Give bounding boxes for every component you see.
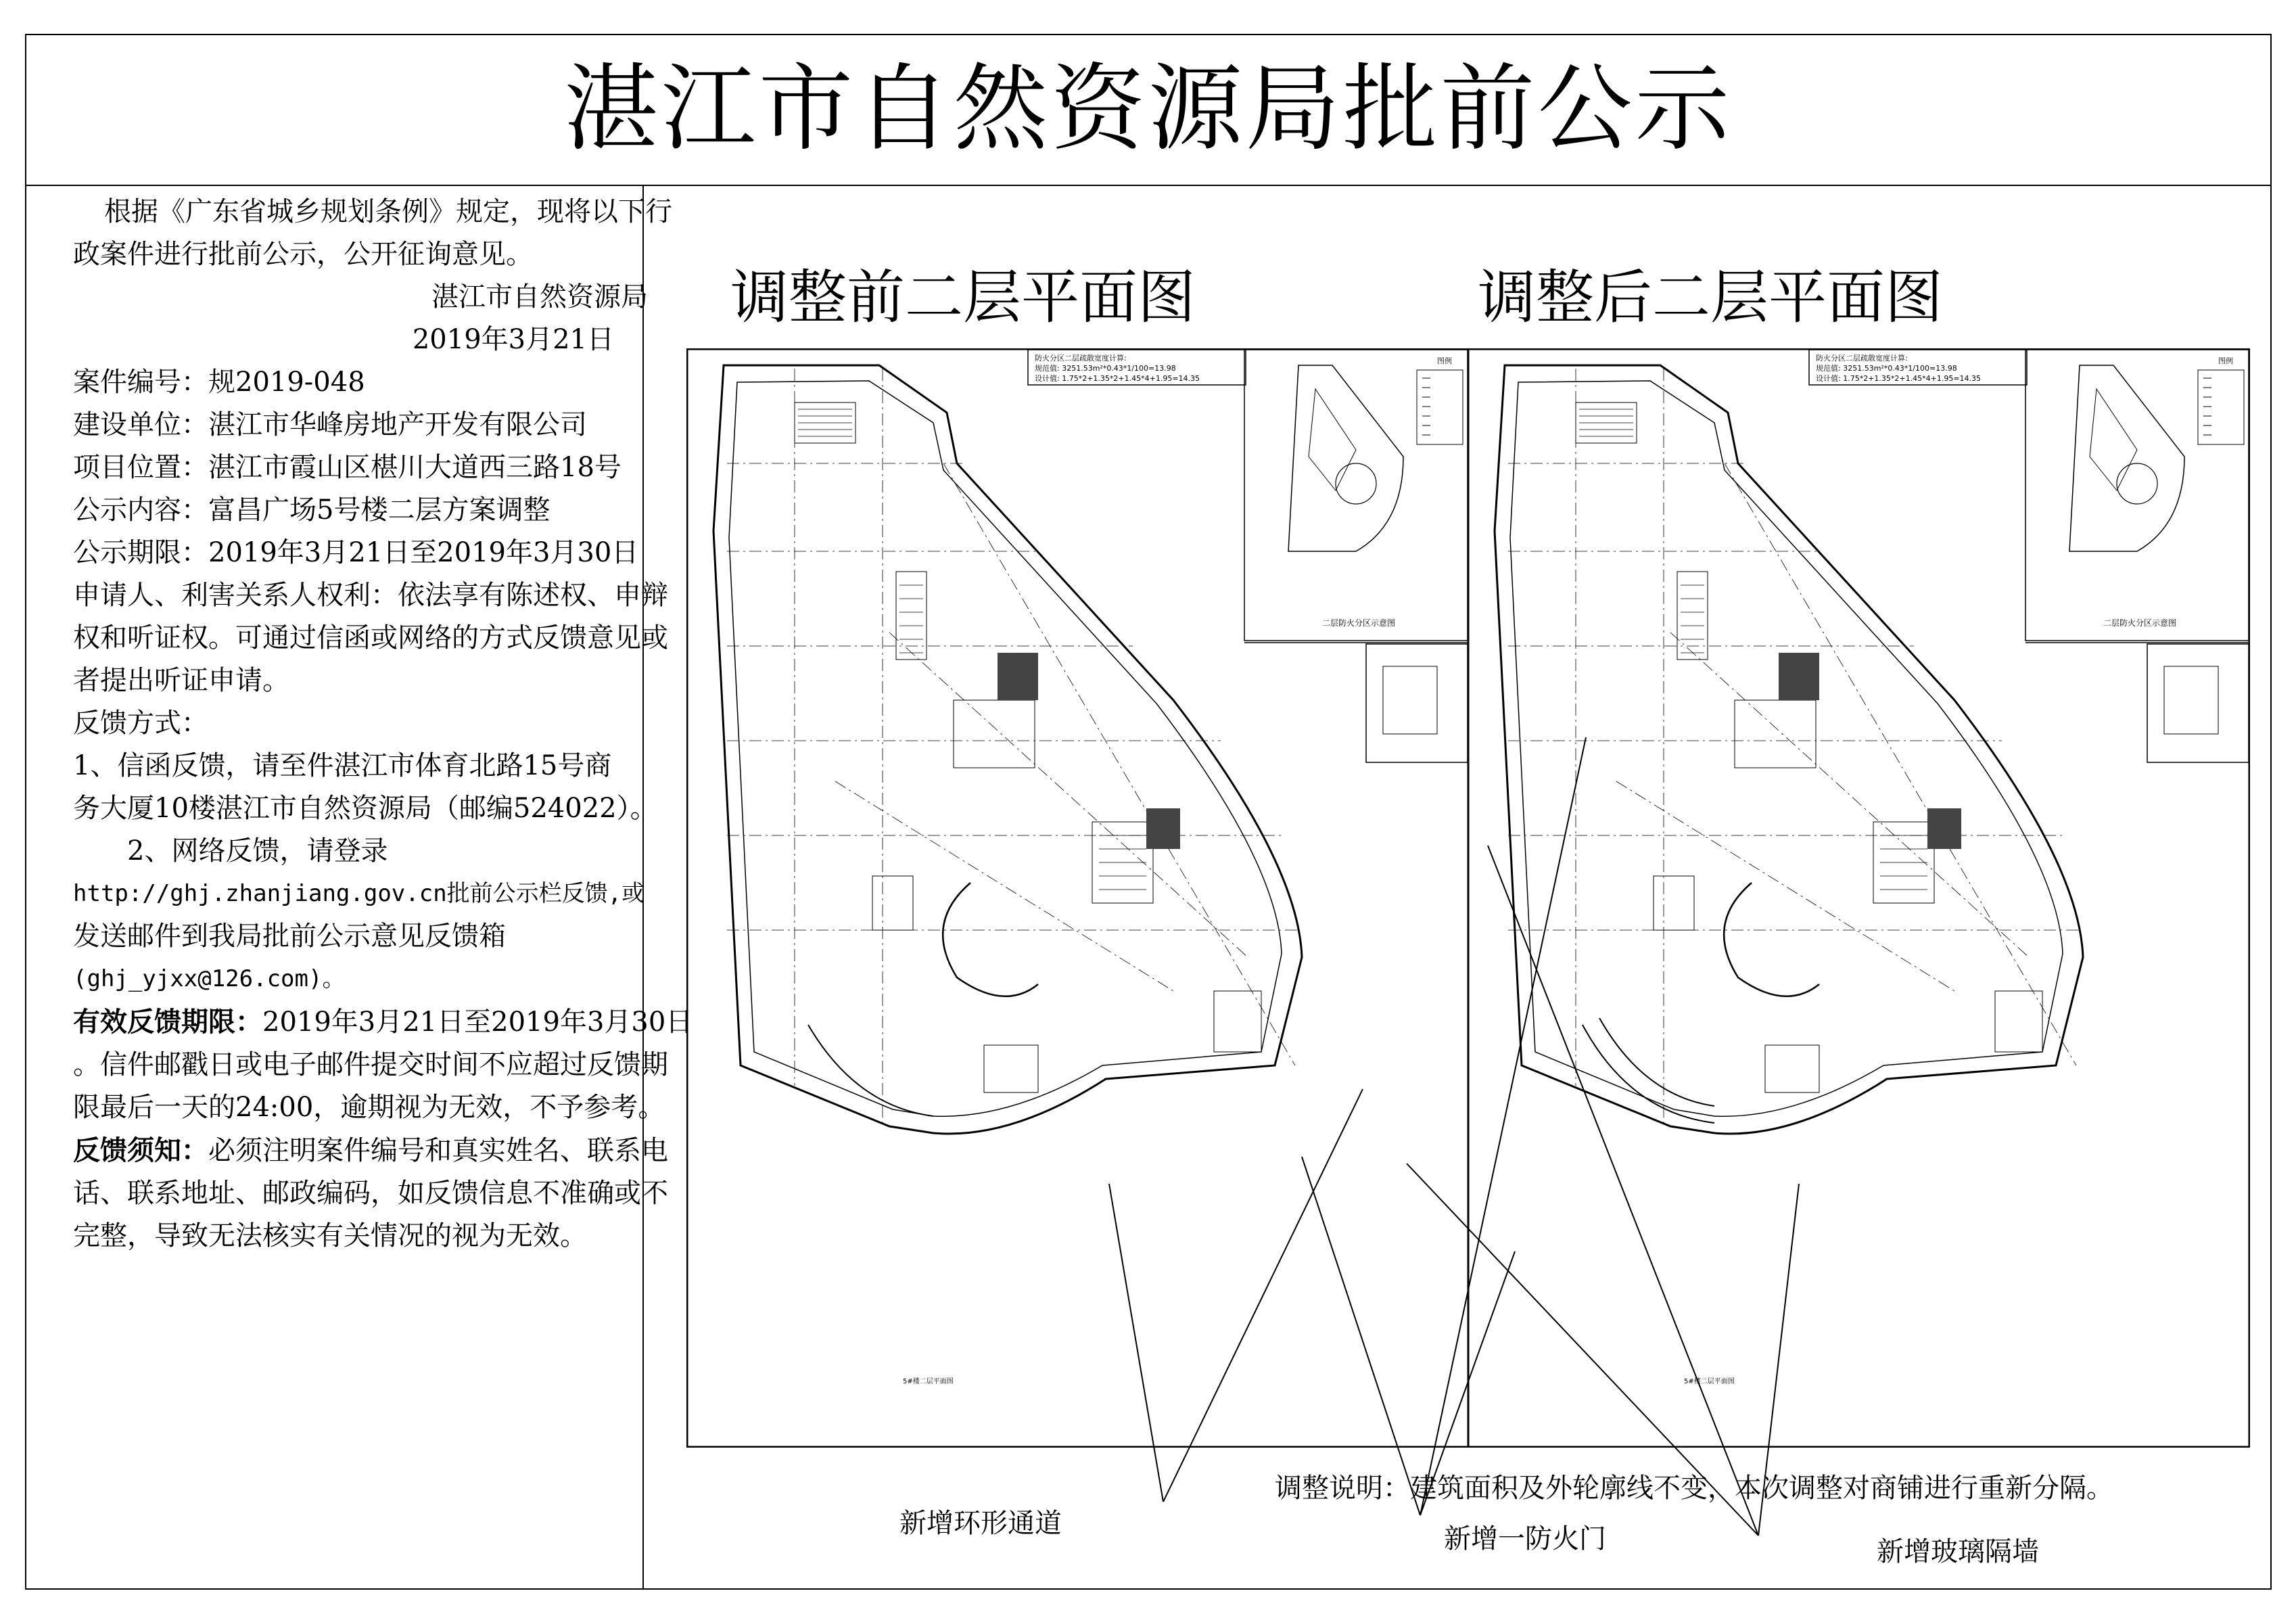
construction-unit-label: 建设单位： xyxy=(73,409,208,440)
callout-fire-door: 新增一防火门 xyxy=(1444,1523,1606,1555)
feedback-url-line[interactable]: http://ghj.zhanjiang.gov.cn批前公示栏反馈,或 xyxy=(73,880,645,907)
project-location-label: 项目位置： xyxy=(73,452,208,483)
page-title: 湛江市自然资源局批前公示 xyxy=(563,54,1733,164)
rights-line2: 权和听证权。可通过信函或网络的方式反馈意见或 xyxy=(73,622,668,653)
after-plan-title: 调整后二层平面图 xyxy=(1478,264,1943,331)
construction-unit: 湛江市华峰房地产开发有限公司 xyxy=(208,409,587,440)
project-location: 湛江市霞山区椹川大道西三路18号 xyxy=(208,452,622,483)
valid-line3: 限最后一天的24:00，逾期视为无效，不予参考。 xyxy=(73,1092,665,1123)
feedback-email[interactable]: (ghj_yjxx@126.com)。 xyxy=(73,965,346,992)
feedback-letter-line2: 务大厦10楼湛江市自然资源局（邮编524022）。 xyxy=(73,793,657,824)
callout-glass-wall: 新增玻璃隔墙 xyxy=(1877,1536,2039,1567)
valid-line2: 。信件邮戳日或电子邮件提交时间不应超过反馈期 xyxy=(73,1049,668,1080)
notice-intro-line1: 根据《广东省城乡规划条例》规定，现将以下行 xyxy=(104,196,672,227)
after-inset-caption: 二层防火分区示意图 xyxy=(2103,618,2177,628)
before-plan-caption: 5#楼二层平面图 xyxy=(903,1378,954,1385)
adjustment-explanation: 调整说明：建筑面积及外轮廓线不变，本次调整对商铺进行重新分隔。 xyxy=(1275,1473,2113,1504)
before-calc-title: 防火分区二层疏散宽度计算: xyxy=(1035,354,1127,363)
before-inset-caption: 二层防火分区示意图 xyxy=(1322,618,1396,628)
feedback-online-line1: 2、网络反馈，请登录 xyxy=(127,835,388,867)
notice-intro-line2: 政案件进行批前公示，公开征询意见。 xyxy=(73,239,533,270)
case-number-label: 案件编号： xyxy=(73,367,208,398)
valid-period: 2019年3月21日至2019年3月30日 xyxy=(262,1007,693,1038)
callout-ring-corridor: 新增环形通道 xyxy=(899,1508,1062,1539)
before-calc-line1: 规范值: 3251.53m²*0.43*1/100=13.98 xyxy=(1035,364,1176,373)
rights-line1: 申请人、利害关系人权利：依法享有陈述权、申辩 xyxy=(73,580,668,611)
after-calc-line2: 设计值: 1.75*2+1.35*2+1.45*4+1.95=14.35 xyxy=(1816,374,1982,383)
feedback-letter-line1: 1、信函反馈，请至件湛江市体育北路15号商 xyxy=(73,750,612,781)
case-number: 规2019-048 xyxy=(208,367,365,398)
notice-date: 2019年3月21日 xyxy=(412,324,614,355)
rights-line3: 者提出听证申请。 xyxy=(73,665,289,696)
notice-issuer: 湛江市自然资源局 xyxy=(431,281,648,313)
must-note-label: 反馈须知： xyxy=(73,1134,208,1166)
after-plan-caption: 5#楼二层平面图 xyxy=(1684,1378,1735,1385)
notice-period-label: 公示期限： xyxy=(73,537,208,568)
before-legend-title: 图例 xyxy=(1437,356,1452,365)
notice-content: 富昌广场5号楼二层方案调整 xyxy=(208,494,550,526)
must-note-line3: 完整，导致无法核实有关情况的视为无效。 xyxy=(73,1220,587,1251)
after-calc-line1: 规范值: 3251.53m²*0.43*1/100=13.98 xyxy=(1816,364,1957,373)
must-note-line2: 话、联系地址、邮政编码，如反馈信息不准确或不 xyxy=(73,1178,668,1209)
must-note-line1: 必须注明案件编号和真实姓名、联系电 xyxy=(208,1135,668,1166)
notice-period: 2019年3月21日至2019年3月30日 xyxy=(208,537,639,568)
feedback-label: 反馈方式： xyxy=(73,708,208,739)
after-legend-title: 图例 xyxy=(2218,356,2233,365)
after-calc-title: 防火分区二层疏散宽度计算: xyxy=(1816,354,1908,363)
feedback-online-line3: 发送邮件到我局批前公示意见反馈箱 xyxy=(73,921,506,952)
notice-content-label: 公示内容： xyxy=(73,494,208,526)
valid-period-label: 有效反馈期限： xyxy=(73,1006,262,1038)
before-plan-title: 调整前二层平面图 xyxy=(730,264,1196,331)
before-calc-line2: 设计值: 1.75*2+1.35*2+1.45*4+1.95=14.35 xyxy=(1035,374,1200,383)
